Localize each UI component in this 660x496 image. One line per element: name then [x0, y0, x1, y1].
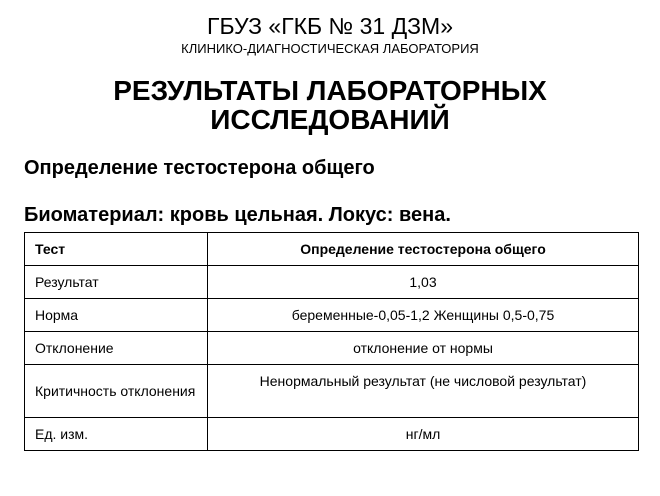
header-cell-test-name: Определение тестостерона общего — [208, 233, 639, 266]
table-row — [25, 299, 639, 332]
row-value-units: нг/мл — [208, 418, 639, 451]
department-name: КЛИНИКО-ДИАГНОСТИЧЕСКАЯ ЛАБОРАТОРИЯ — [181, 41, 479, 56]
row-label-result: Результат — [25, 266, 208, 299]
document-title: РЕЗУЛЬТАТЫ ЛАБОРАТОРНЫХ ИССЛЕДОВАНИЙ — [113, 75, 547, 135]
table-row — [25, 332, 639, 365]
header-cell-test: Тест — [25, 233, 208, 266]
row-value-result: 1,03 — [208, 266, 639, 299]
table-row — [25, 365, 639, 418]
organization-name: ГБУЗ «ГКБ № 31 ДЗМ» — [207, 13, 453, 39]
table-header-row — [25, 233, 639, 266]
row-label-deviation: Отклонение — [25, 332, 208, 365]
row-value-norm: беременные-0,05-1,2 Женщины 0,5-0,75 — [208, 299, 639, 332]
results-table — [24, 232, 639, 451]
test-name-heading: Определение тестостерона общего — [24, 157, 375, 179]
row-value-deviation: отклонение от нормы — [208, 332, 639, 365]
row-value-criticality: Ненормальный результат (не числовой результат) — [208, 365, 639, 418]
row-label-criticality: Критичность отклонения — [25, 365, 208, 418]
table-row — [25, 418, 639, 451]
table-row — [25, 266, 639, 299]
biomaterial-line: Биоматериал: кровь цельная. Локус: вена. — [24, 204, 451, 226]
row-label-units: Ед. изм. — [25, 418, 208, 451]
row-label-norm: Норма — [25, 299, 208, 332]
